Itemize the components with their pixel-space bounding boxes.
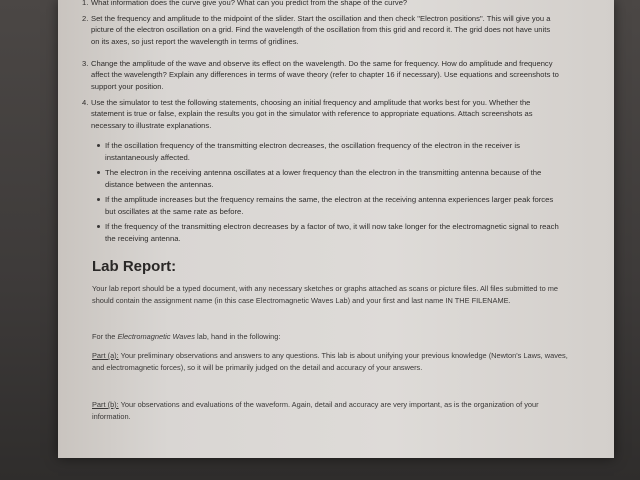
item-number: 3.: [82, 59, 89, 68]
bullet-text: The electron in the receiving antenna oscillates at a lower frequency than the electron in the transmitting antenna because of the distance between the antennas.: [105, 168, 542, 189]
bullet-text: If the amplitude increases but the frequency remains the same, the electron at the receiving antenna experiences larger peak forces but oscillates at the same rate as before.: [105, 195, 554, 216]
lab-report-heading: Lab Report:: [92, 258, 177, 275]
bullet-item-1: [105, 140, 560, 163]
bullet-text: If the frequency of the transmitting electron decreases by a factor of two, it will now take longer for the electromagnetic signal to reach the receiving antenna.: [105, 222, 559, 243]
bullet-item-3: [105, 194, 560, 217]
item-number: 1.: [82, 0, 89, 7]
document-page: [58, 0, 614, 458]
part-b-text: Your observations and evaluations of the waveform. Again, detail and accuracy are very important, as is the organization of your information.: [92, 400, 539, 421]
part-b-label: Part (b):: [92, 400, 119, 409]
part-b: [92, 399, 574, 422]
lab-name: Electromagnetic Waves: [117, 332, 195, 341]
lab-report-intro: Your lab report should be a typed document, with any necessary sketches or graphs attached as scans or picture files. All files submitted to me should contain the assignment name (in this case Electromagnetic Waves Lab) and your first and last name IN THE FILENAME.: [92, 284, 558, 305]
bullet-text: If the oscillation frequency of the transmitting electron decreases, the oscillation frequency of the electron in the receiver is instantaneously affected.: [105, 141, 520, 162]
part-a: [92, 350, 574, 373]
part-a-label: Part (a):: [92, 351, 119, 360]
bullet-dot: [97, 198, 100, 201]
hand-in-suffix: lab, hand in the following:: [194, 332, 281, 341]
item-text: Change the amplitude of the wave and observe its effect on the wavelength. Do the same for frequency. How do amplitude and frequency affect the wavelength? Explain any differences in terms of wave theory (refer to chapter 16 if necessary). Use equations and screenshots to support your position.: [91, 59, 559, 91]
item-number: 4.: [82, 98, 89, 107]
item-number: 2.: [82, 14, 89, 23]
numbered-item-4: [82, 97, 559, 131]
numbered-item-3: [82, 58, 559, 92]
bullet-item-2: [105, 167, 560, 190]
bullet-dot: [97, 225, 100, 228]
bullet-dot: [97, 171, 100, 174]
part-a-text: Your preliminary observations and answers to any questions. This lab is about unifying your previous knowledge (Newton's Laws, waves, and electromagnetic forces), so it will be primarily judged on the detail and accuracy of your answers.: [92, 351, 568, 372]
bullet-dot: [97, 144, 100, 147]
bullet-item-4: [105, 221, 560, 244]
hand-in-line: [92, 331, 574, 343]
item-text: Use the simulator to test the following statements, choosing an initial frequency and amplitude that works best for you. Whether the statement is true or false, explain the results you got in the simulator with reference to appropriate equations. Attach screenshots as necessary to illustrate explanations.: [91, 98, 533, 130]
numbered-item-1: [82, 0, 559, 8]
hand-in-prefix: For the: [92, 332, 118, 341]
item-text: What information does the curve give you? What can you predict from the shape of the curve?: [91, 0, 408, 7]
numbered-item-2: [82, 13, 559, 47]
item-text: Set the frequency and amplitude to the midpoint of the slider. Start the oscillation and then check "Electron positions". This will give you a picture of the electron oscillation on a grid. Find the wavelength of the oscillation from this grid and record it. The grid does not have units on its axes, so just report the wavelength in terms of gridlines.: [91, 14, 551, 46]
